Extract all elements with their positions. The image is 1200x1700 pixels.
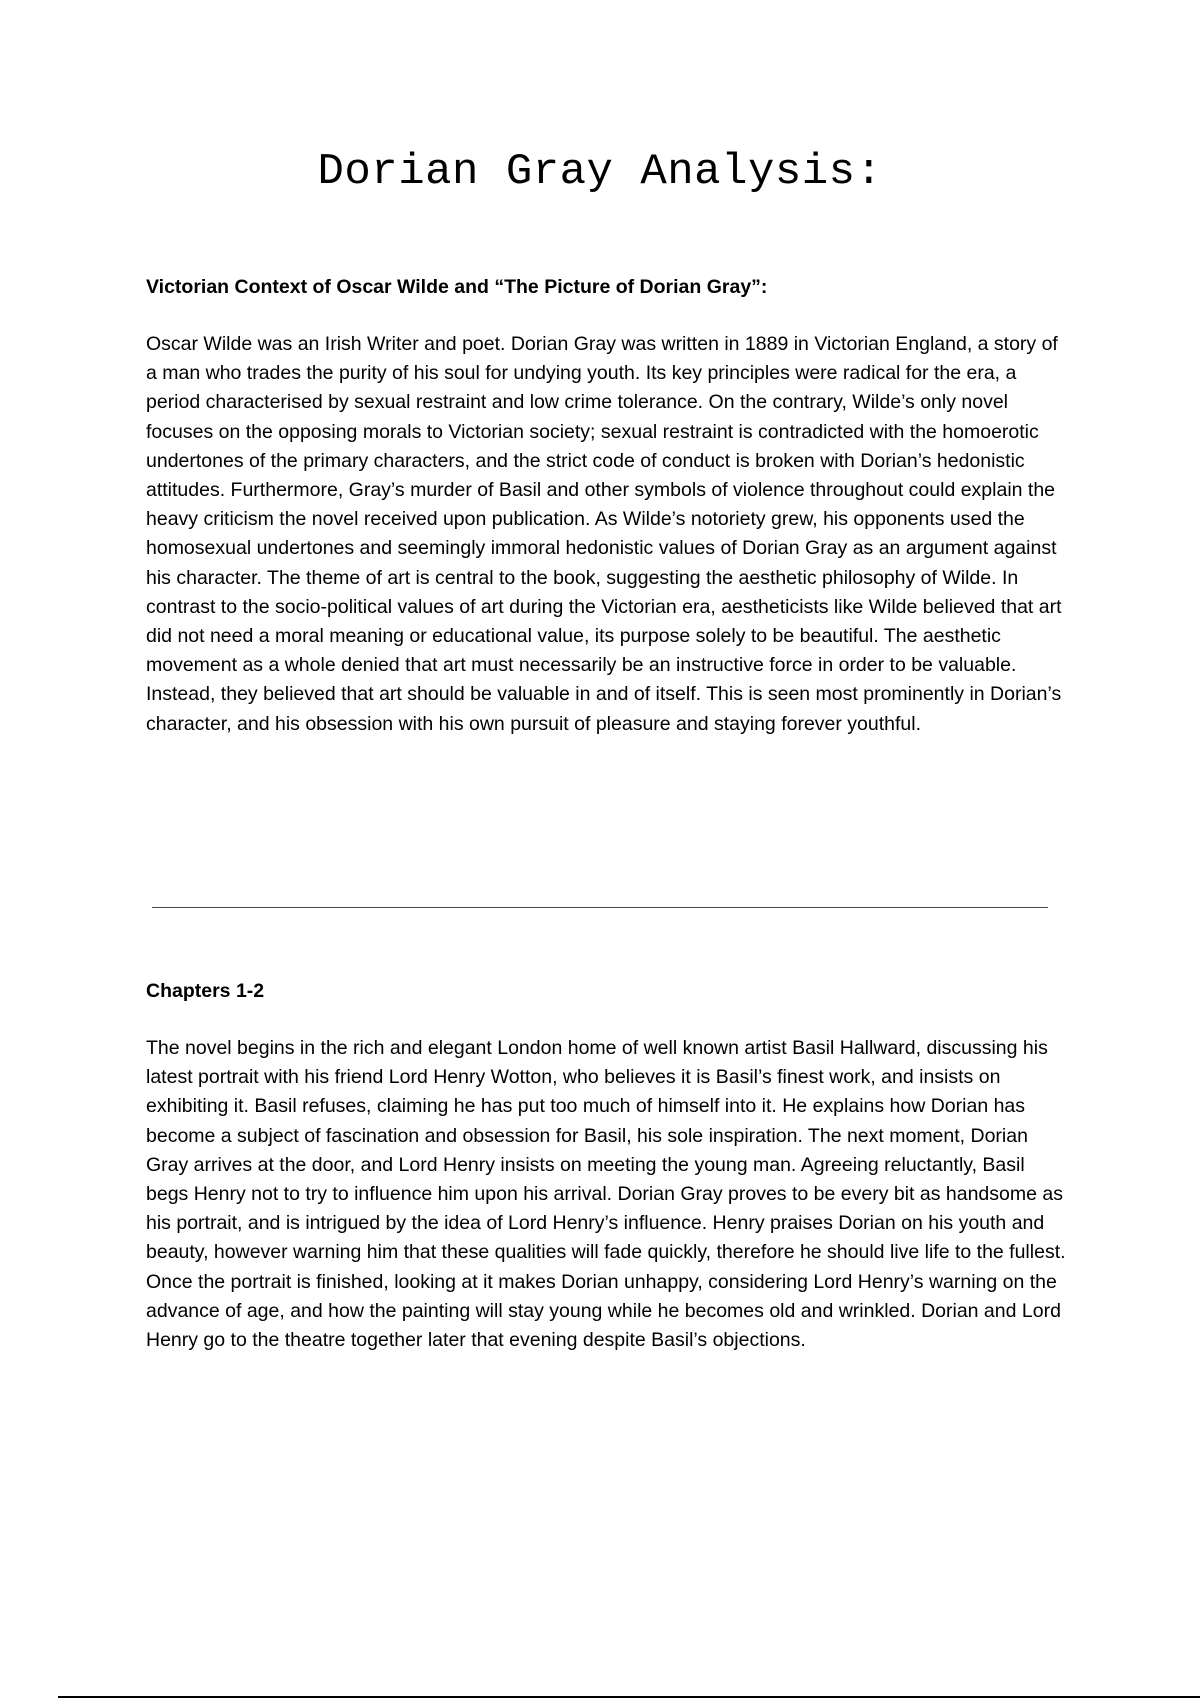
horizontal-divider <box>152 907 1048 908</box>
section-paragraph-chapters-1-2: The novel begins in the rich and elegant London home of well known artist Basil Hallward, discussing his latest portrait with his friend Lord Henry Wotton, who believes it is Basil’s finest work, and insists on exhibiting it. Basil refuses, claiming he has put too much of himself into it. He explains how Dorian has become a subject of fascination and obsession for Basil, his sole inspiration. The next moment, Dorian Gray arrives at the door, and Lord Henry insists on meeting the young man. Agreeing reluctantly, Basil begs Henry not to try to influence him upon his arrival. Dorian Gray proves to be every bit as handsome as his portrait, and is intrigued by the idea of Lord Henry’s influence. Henry praises Dorian on his youth and beauty, however warning him that these qualities will fade quickly, therefore he should live life to the fullest. Once the portrait is finished, looking at it makes Dorian unhappy, considering Lord Henry’s warning on the advance of age, and how the painting will stay young while he becomes old and wrinkled. Dorian and Lord Henry go to the theatre together later that evening despite Basil’s objections. <box>146 1037 1066 1352</box>
section-paragraph-victorian-context: Oscar Wilde was an Irish Writer and poet. Dorian Gray was written in 1889 in Victorian England, a story of a man who trades the purity of his soul for undying youth. Its key principles were radical for the era, a period characterised by sexual restraint and low crime tolerance. On the contrary, Wilde’s only novel focuses on the opposing morals to Victorian society; sexual restraint is contradicted with the homoerotic undertones of the primary characters, and the strict code of conduct is broken with Dorian’s hedonistic attitudes. Furthermore, Gray’s murder of Basil and other symbols of violence throughout could explain the heavy criticism the novel received upon publication. As Wilde’s notoriety grew, his opponents used the homosexual undertones and seemingly immoral hedonistic values of Dorian Gray as an argument against his character. The theme of art is central to the book, suggesting the aesthetic philosophy of Wilde. In contrast to the socio-political values of art during the Victorian era, aestheticists like Wilde believed that art did not need a moral meaning or educational value, its purpose solely to be beautiful. The aesthetic movement as a whole denied that art must necessarily be an instructive force in order to be valuable. Instead, they believed that art should be valuable in and of itself. This is seen most prominently in Dorian’s character, and his obsession with his own pursuit of pleasure and staying forever youthful. <box>146 333 1062 735</box>
page-bottom-rule <box>58 1696 1200 1698</box>
section-heading-victorian-context: Victorian Context of Oscar Wilde and “The Picture of Dorian Gray”: <box>146 276 768 298</box>
section-heading-chapters-1-2: Chapters 1-2 <box>146 980 265 1002</box>
page-title: Dorian Gray Analysis: <box>317 147 883 197</box>
